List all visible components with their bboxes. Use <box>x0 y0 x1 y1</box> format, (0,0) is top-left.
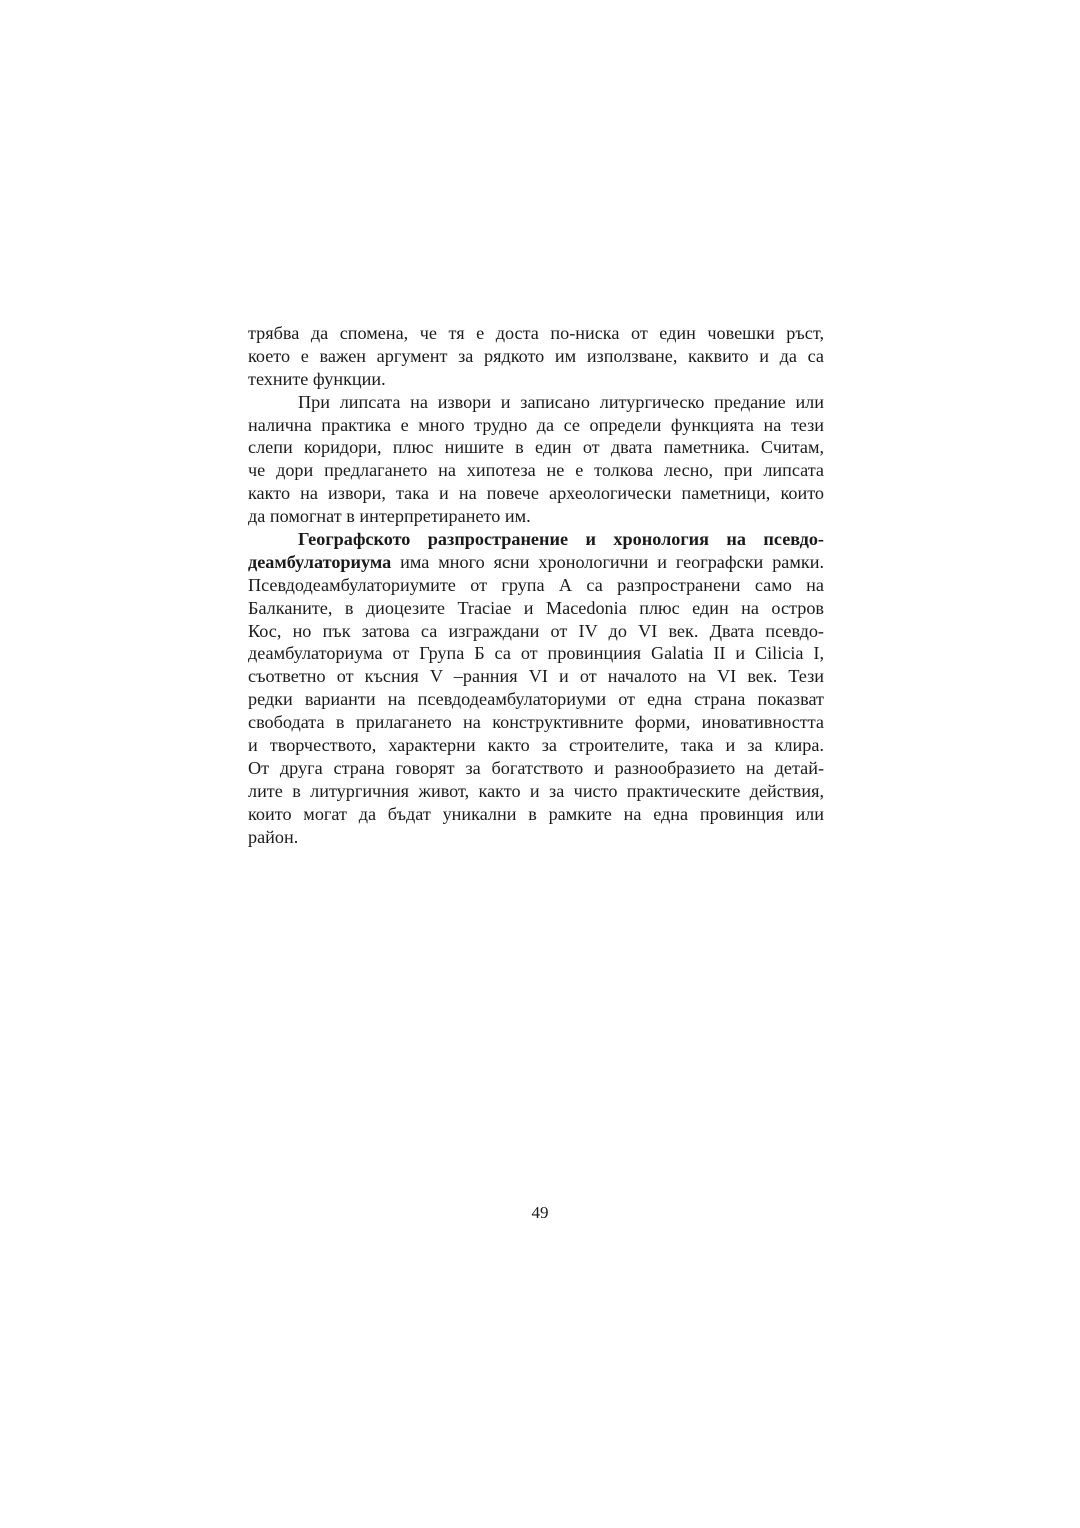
text-line: От друга страна говорят за богатството и разнообразието на детай- <box>248 757 824 778</box>
text-line: и творчеството, характерни както за строителите, така и за клира. <box>248 735 824 756</box>
text-line: че дори предлагането на хипотеза не е толкова лесно, при липсата <box>248 460 824 481</box>
text-line: както на извори, така и на повече археологически паметници, които <box>248 483 824 504</box>
text-line: Псевдодеамбулаториумите от група А са разпространени само на <box>248 574 824 595</box>
text-line: деамбулаториума от Група Б са от провинциия Galatia II и Cilicia I, <box>248 643 824 664</box>
text-line <box>248 551 824 574</box>
text-line: което е важен аргумент за рядкото им използване, каквито и да са <box>248 345 824 366</box>
line-text: има много ясни хронологични и географски рамки. <box>391 551 824 572</box>
text-line: При липсата на извори и записано литургическо предание или <box>298 391 824 412</box>
text-line: да помогнат в интерпретирането им. <box>248 506 531 527</box>
bold-heading-text: деамбулаториума <box>248 551 392 572</box>
text-line: район. <box>248 826 299 847</box>
text-line: слепи коридори, плюс нишите в един от двата паметника. Считам, <box>248 437 824 458</box>
text-line: Кос, но пък затова са изграждани от IV до VI век. Двата псевдо- <box>248 620 824 641</box>
text-line <box>248 528 824 551</box>
text-line: лите в литургичния живот, както и за чисто практическите действия, <box>248 780 824 801</box>
text-line: Балканите, в диоцезите Traciae и Macedonia плюс един на остров <box>248 597 824 618</box>
text-line: съответно от късния V –ранния VI и от началото на VI век. Тези <box>248 666 824 687</box>
bold-heading-text: Географското разпространение и хронология на псевдо- <box>298 529 824 550</box>
page-number: 49 <box>531 1203 549 1222</box>
text-line: налична практика е много трудно да се определи функцията на тези <box>248 414 824 435</box>
body-text <box>248 322 824 848</box>
text-line: трябва да спомена, че тя е доста по-ниска от един човешки ръст, <box>248 323 824 343</box>
text-line: които могат да бъдат уникални в рамките на една провинция или <box>248 803 824 824</box>
text-line: свободата в прилагането на конструктивните форми, иновативността <box>248 712 824 733</box>
text-line: редки варианти на псевдодеамбулаториуми от една страна показват <box>248 689 824 710</box>
text-line: техните функции. <box>248 368 386 389</box>
